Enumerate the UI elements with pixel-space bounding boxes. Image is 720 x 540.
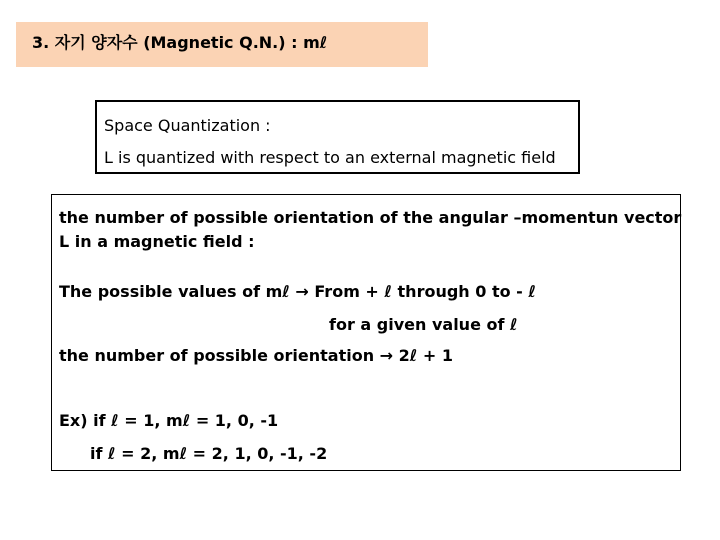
example-line-2: if ℓ = 2, mℓ = 2, 1, 0, -1, -2 [90, 444, 328, 463]
possible-values-line: The possible values of mℓ → From + ℓ through 0 to - ℓ [59, 282, 536, 301]
definition-text: L is quantized with respect to an external magnetic field [104, 148, 556, 167]
slide-title-bar [16, 22, 428, 67]
explanation-box [51, 194, 681, 471]
definition-heading: Space Quantization : [104, 116, 271, 135]
intro-line-2: L in a magnetic field : [59, 232, 255, 251]
slide-title: 3. 자기 양자수 (Magnetic Q.N.) : mℓ [32, 33, 328, 52]
orientation-count-line: the number of possible orientation → 2ℓ + 1 [59, 346, 454, 365]
example-line-1: Ex) if ℓ = 1, mℓ = 1, 0, -1 [59, 411, 279, 430]
definition-box [95, 100, 580, 174]
intro-line-1: the number of possible orientation of the angular –momentun vector [59, 208, 682, 227]
possible-values-continuation: for a given value of ℓ [329, 315, 518, 334]
